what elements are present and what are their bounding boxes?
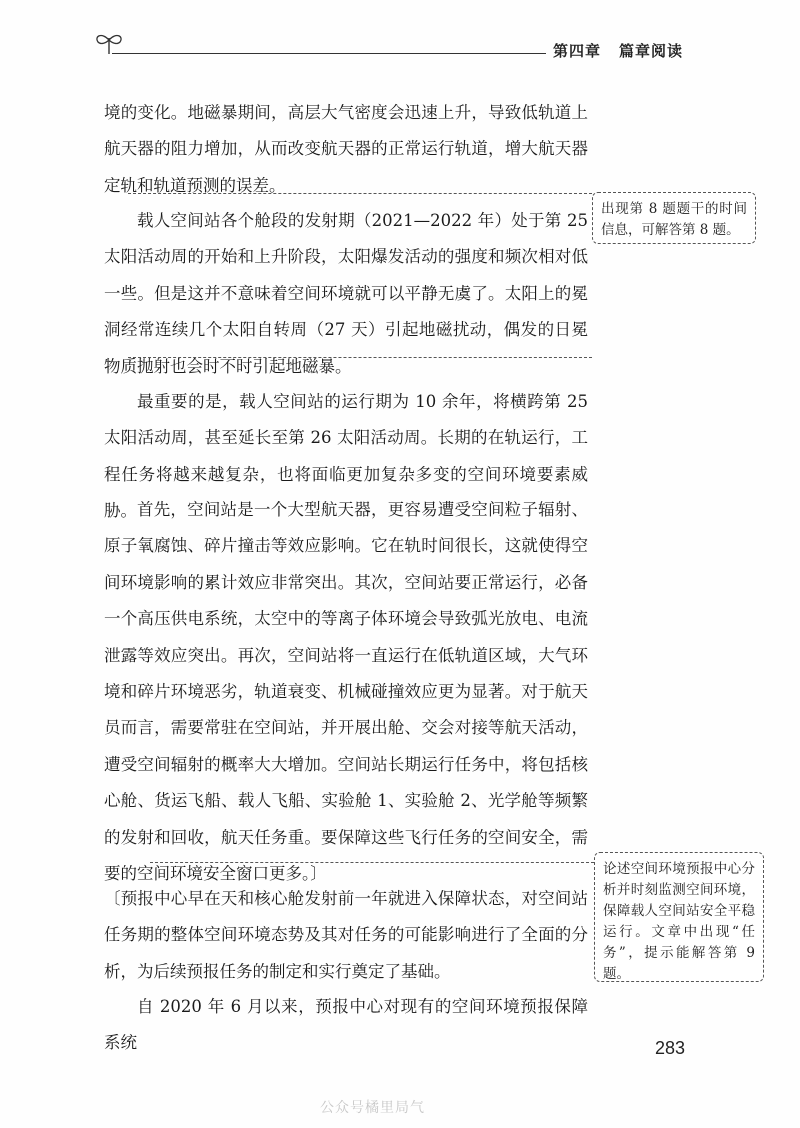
body-text-5 <box>104 881 588 990</box>
paragraph-5: 〔预报中心早在天和核心舱发射前一年就进入保障状态，对空间站任务期的整体空间环境态势及其对任务的可能影响进行了全面的分析，为后续预报任务的制定和实行奠定了基础。 <box>104 889 588 981</box>
body-text-6 <box>104 989 588 1062</box>
header-section: 篇章阅读 <box>619 42 684 60</box>
paragraph-3: 最重要的是，载人空间站的运行期为 10 余年，将横跨第 25 太阳活动周，甚至延长至第 26 太阳活动周。长期的在轨运行，工程任务将越来越复杂，也将面临更加复杂多变的空间环境要素威胁。 <box>104 392 588 521</box>
paragraph-6: 自 2020 年 6 月以来，预报中心对现有的空间环境预报保障系统 <box>104 997 588 1053</box>
body-text-4 <box>104 492 588 892</box>
side-note-2: 论述空间环境预报中心分析并时刻监测空间环境，保障载人空间站安全平稳运行。文章中出现“任务”，提示能解答第 9 题。 <box>594 852 764 982</box>
header-rule <box>112 53 546 54</box>
note-2-leader <box>150 862 594 863</box>
running-header <box>553 40 701 61</box>
paragraph-1: 境的变化。地磁暴期间，高层大气密度会迅速上升，导致低轨道上航天器的阻力增加，从而改变航天器的正常运行轨道，增大航天器定轨和轨道预测的误差。 <box>104 103 588 195</box>
note-1-leader-bottom <box>128 357 592 358</box>
header-chapter: 第四章 <box>553 42 602 60</box>
paragraph-4: 首先，空间站是一个大型航天器，更容易遭受空间粒子辐射、原子氧腐蚀、碎片撞击等效应影响。它在轨时间很长，这就使得空间环境影响的累计效应非常突出。其次，空间站要正常运行，必备一个高压供电系统，太空中的等离子体环境会导致弧光放电、电流泄露等效应突出。再次，空间站将一直运行在低轨道区域，大气环境和碎片环境恶劣，轨道衰变、机械碰撞效应更为显著。对于航天员而言，需要常驻在空间站，并开展出舱、交会对接等航天活动，遭受空间辐射的概率大大增加。空间站长期运行任务中，将包括核心舱、货运飞船、载人飞船、实验舱 1、实验舱 2、光学舱等频繁的发射和回收，航天任务重。要保障这些飞行任务的空间安全，需要的空间环境安全窗口更多。〕 <box>104 500 588 884</box>
watermark: 公众号橘里局气 <box>320 1100 425 1116</box>
note-1-leader-top <box>128 193 592 194</box>
paragraph-2: 载人空间站各个舱段的发射期（2021—2022 年）处于第 25 太阳活动周的开始和上升阶段，太阳爆发活动的强度和频次相对低一些。但是这并不意味着空间环境就可以平静无虞了。太阳上的冕洞经常连续几个太阳自转周（27 天）引起地磁扰动，偶发的日冕物质抛射也会时不时引起地磁暴。 <box>104 211 588 376</box>
body-text-1 <box>104 95 588 204</box>
page-number: 283 <box>655 1038 686 1058</box>
side-note-1: 出现第 8 题题干的时间信息，可解答第 8 题。 <box>592 192 756 244</box>
